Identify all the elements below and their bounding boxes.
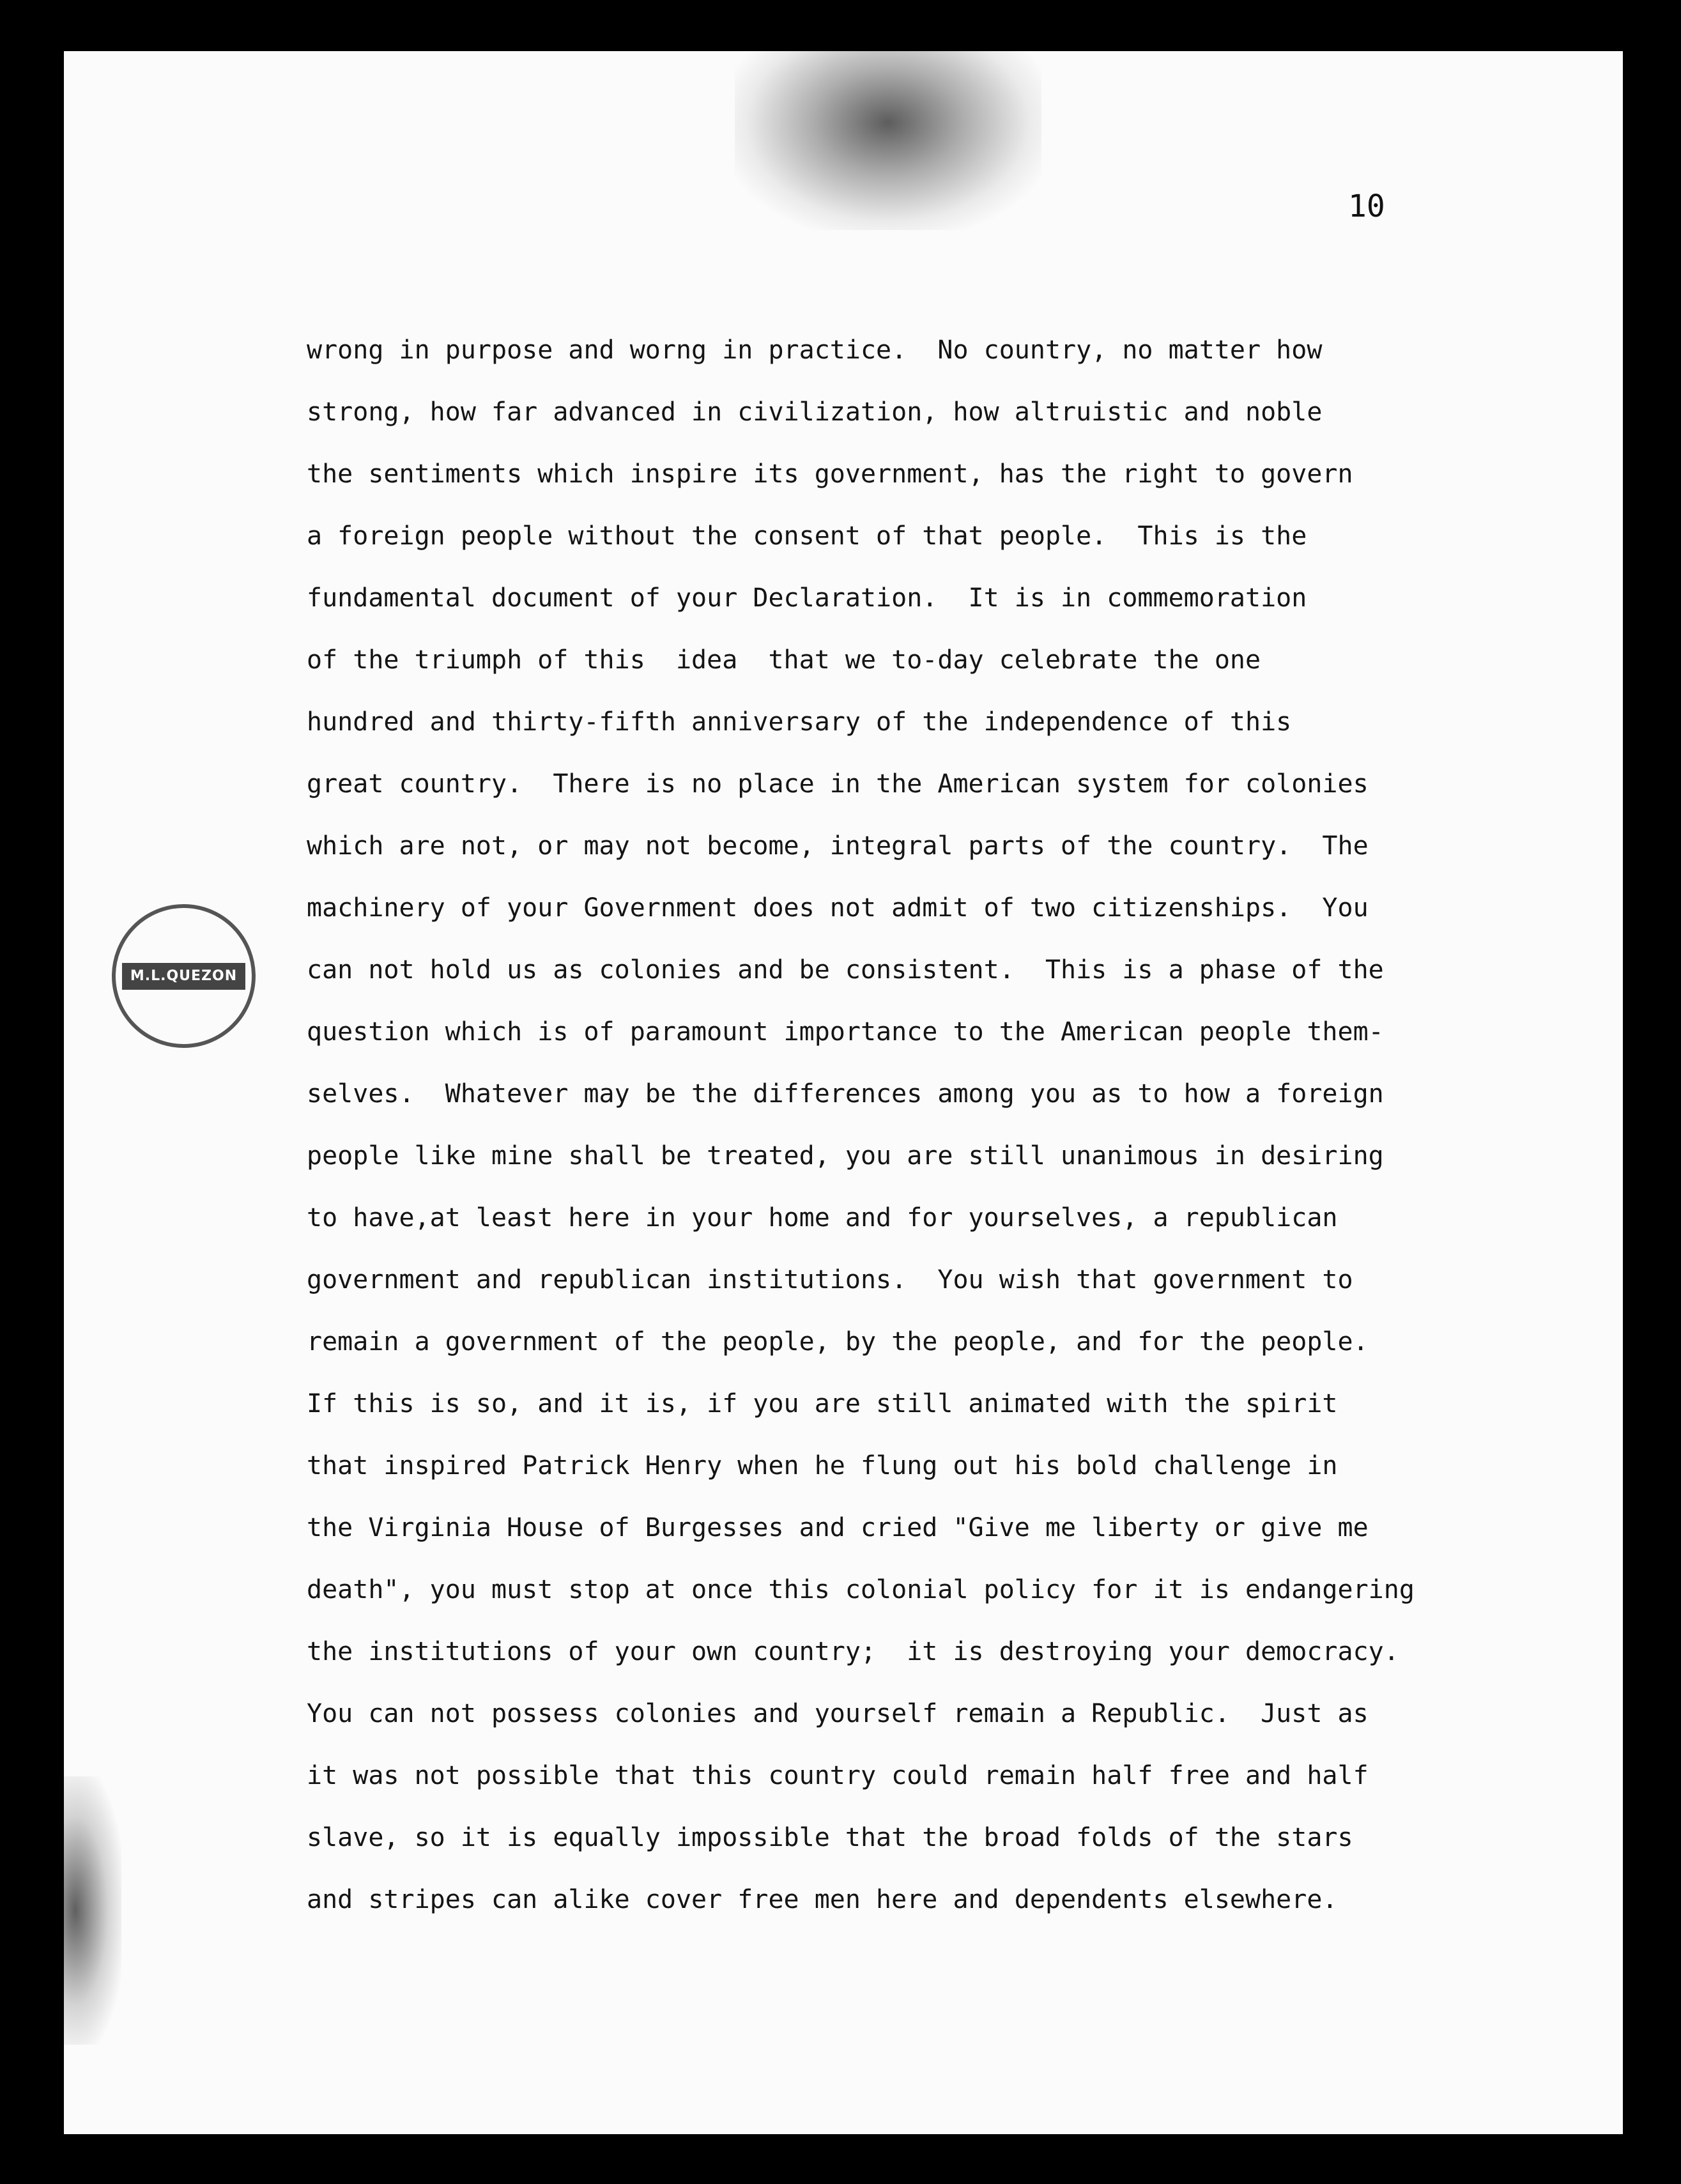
text-line: great country. There is no place in the American system for colonies — [307, 769, 1369, 799]
text-line: machinery of your Government does not admit of two citizenships. You — [307, 893, 1369, 923]
stamp-label: M.L.QUEZON — [122, 963, 245, 990]
text-line: people like mine shall be treated, you are still unanimous in desiring — [307, 1141, 1384, 1171]
text-line: government and republican institutions. You wish that government to — [307, 1265, 1353, 1295]
edge-smudge — [64, 1776, 121, 2045]
text-line: which are not, or may not become, integral parts of the country. The — [307, 831, 1369, 861]
text-line: strong, how far advanced in civilization, how altruistic and noble — [307, 397, 1323, 427]
text-line: can not hold us as colonies and be consistent. This is a phase of the — [307, 955, 1384, 985]
text-line: question which is of paramount importance to the American people them- — [307, 1017, 1384, 1047]
text-line: fundamental document of your Declaration. It is in commemoration — [307, 583, 1307, 613]
text-line: death", you must stop at once this colonial policy for it is endangering — [307, 1575, 1415, 1604]
text-line: and stripes can alike cover free men here and dependents elsewhere. — [307, 1885, 1338, 1914]
text-line: a foreign people without the consent of that people. This is the — [307, 521, 1307, 551]
text-line: hundred and thirty-fifth anniversary of the independence of this — [307, 707, 1292, 737]
text-line: the institutions of your own country; it is destroying your democracy. — [307, 1637, 1399, 1666]
text-line: to have,at least here in your home and for yourselves, a republican — [307, 1203, 1338, 1233]
text-line: of the triumph of this idea that we to-day celebrate the one — [307, 645, 1261, 675]
text-line: that inspired Patrick Henry when he flung out his bold challenge in — [307, 1451, 1338, 1480]
text-line: You can not possess colonies and yourself remain a Republic. Just as — [307, 1699, 1369, 1728]
text-line: the Virginia House of Burgesses and cried "Give me liberty or give me — [307, 1513, 1369, 1542]
page-number: 10 — [1348, 188, 1385, 224]
text-line: slave, so it is equally impossible that the broad folds of the stars — [307, 1823, 1353, 1852]
text-line: If this is so, and it is, if you are still animated with the spirit — [307, 1389, 1338, 1419]
text-line: remain a government of the people, by the people, and for the people. — [307, 1327, 1369, 1357]
text-line: wrong in purpose and worng in practice. No country, no matter how — [307, 335, 1323, 365]
text-line: the sentiments which inspire its government, has the right to govern — [307, 459, 1353, 489]
archive-stamp — [112, 904, 256, 1048]
ink-stain — [735, 51, 1041, 230]
body-text — [307, 319, 1559, 1931]
text-line: selves. Whatever may be the differences among you as to how a foreign — [307, 1079, 1384, 1109]
document-page — [64, 51, 1623, 2134]
text-line: it was not possible that this country could remain half free and half — [307, 1761, 1369, 1790]
